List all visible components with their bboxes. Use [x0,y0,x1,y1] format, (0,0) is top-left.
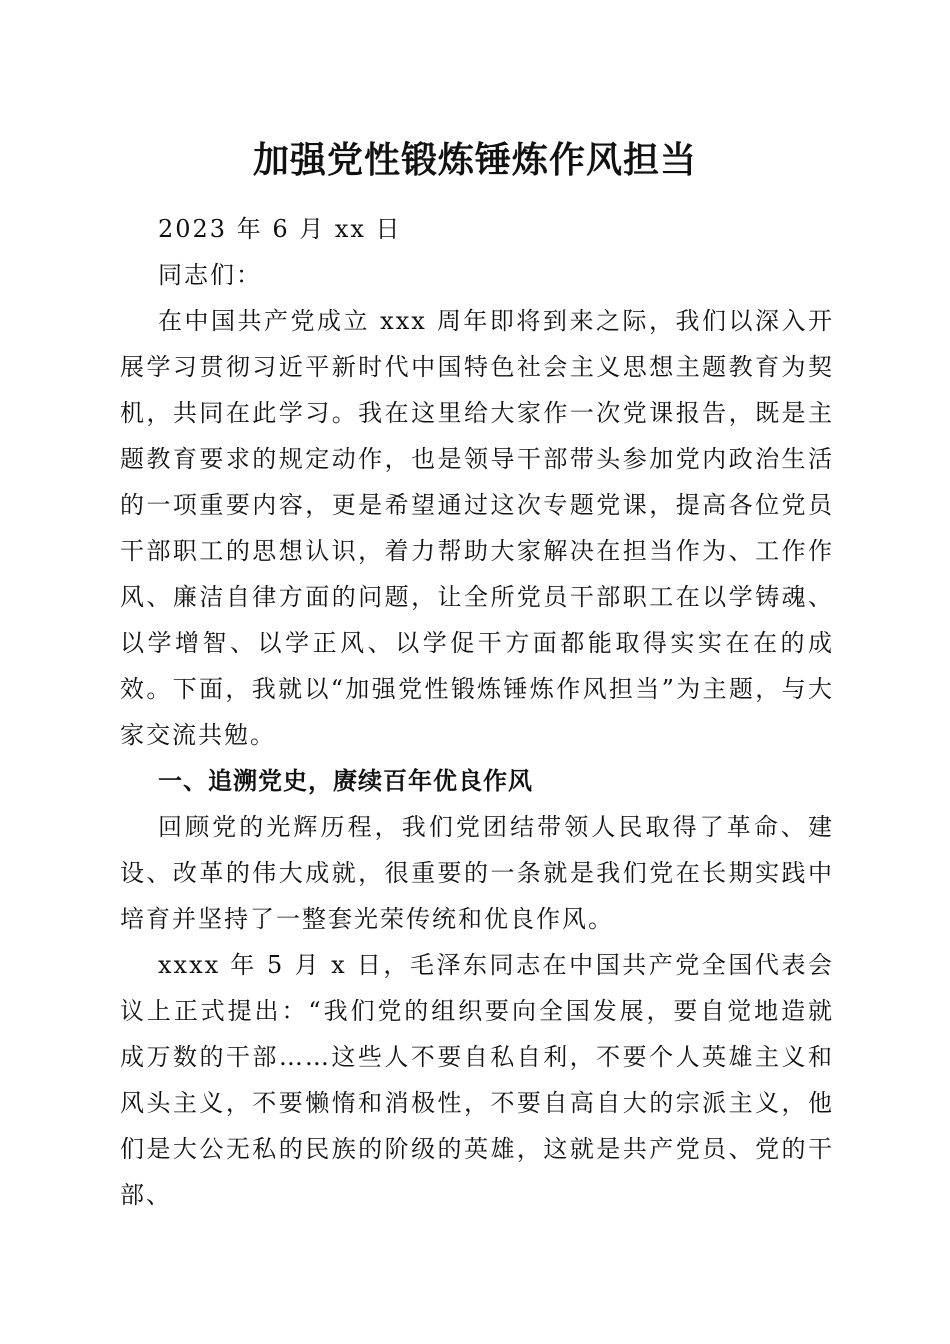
section-heading: 一、追溯党史，赓续百年优良作风 [158,767,533,795]
salutation: 同志们： [158,261,262,289]
document-body [120,206,834,1218]
intro-paragraph: 在中国共产党成立 xxx 周年即将到来之际，我们以深入开展学习贯彻习近平新时代中国特色社会主义思想主题教育为契机，共同在此学习。我在这里给大家作一次党课报告，既是主题教育要求的规定动作，也是领导干部带头参加党内政治生活的一项重要内容，更是希望通过这次专题党课，提高各位党员干部职工的思想认识，着力帮助大家解决在担当作为、工作作风、廉洁自律方面的问题，让全所党员干部职工在以学铸魂、以学增智、以学正风、以学促干方面都能取得实实在在的成效。下面，我就以“加强党性锻炼锤炼作风担当”为主题，与大家交流共勉。 [120,307,834,749]
document-date: 2023 年 6 月 xx 日 [158,215,402,243]
document-title: 加强党性锻炼锤炼作风担当 [252,139,697,181]
section-paragraph: xxxx 年 5 月 x 日，毛泽东同志在中国共产党全国代表会议上正式提出：“我们党的组织要向全国发展，要自觉地造就成万数的干部……这些人不要自私自利，不要个人英雄主义和风头主义，不要懒惰和消极性，不要自高自大的宗派主义，他们是大公无私的民族的阶级的英雄，这就是共产党员、党的干部、 [120,951,834,1209]
section-paragraph: 回顾党的光辉历程，我们党团结带领人民取得了革命、建设、改革的伟大成就，很重要的一条就是我们党在长期实践中培育并坚持了一整套光荣传统和优良作风。 [120,813,834,933]
